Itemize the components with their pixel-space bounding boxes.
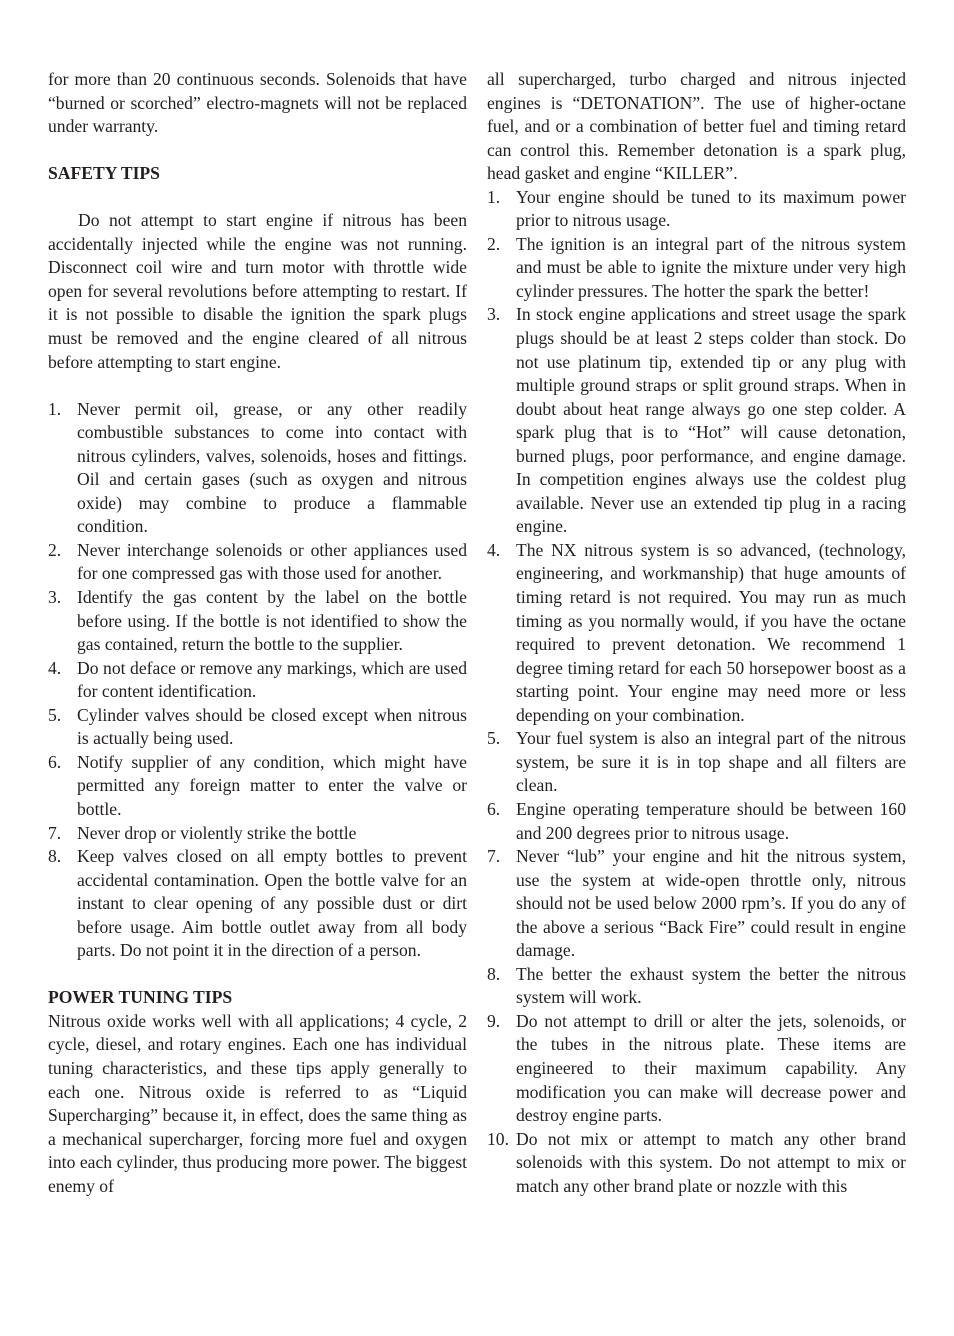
item-number: 4. <box>487 539 501 560</box>
item-number: 8. <box>487 963 501 984</box>
list-item <box>48 539 467 586</box>
list-item <box>487 1010 906 1128</box>
spacer <box>48 186 467 210</box>
power-tuning-heading: POWER TUNING TIPS <box>48 987 233 1008</box>
list-item <box>487 186 906 233</box>
list-item <box>48 822 467 846</box>
item-text: In stock engine applications and street usage the spark plugs should be at least 2 steps colder than stock. Do not use platinum tip, extended tip or any plug with multiple ground straps or split ground straps. When in doubt about heat range always go one step colder. A spark plug that is to “Hot” will cause detonation, burned plugs, poor performance, and engine damage. In competition engines always use the coldest plug available. Never use an extended tip plug in a racing engine. <box>516 304 906 537</box>
item-text: Notify supplier of any condition, which might have permitted any foreign matter to enter the valve or bottle. <box>77 751 467 819</box>
item-text: Never “lub” your engine and hit the nitrous system, use the system at wide-open throttle only, nitrous should not be used below 2000 rpm’s. If you do any of the above a serious “Back Fire” could result in engine damage. <box>516 846 906 961</box>
intro-paragraph: for more than 20 continuous seconds. Solenoids that have “burned or scorched” electro-magnets will not be replaced under warranty. <box>48 69 467 137</box>
list-item <box>48 586 467 657</box>
item-number: 5. <box>48 704 62 725</box>
list-item <box>487 539 906 727</box>
power-paragraph: Nitrous oxide works well with all applications; 4 cycle, 2 cycle, diesel, and rotary engines. Each one has individual tuning characteristics, and these tips apply generally to each one. Nitrous oxide is referred to as “Liquid Supercharging” because it, in effect, does the same thing as a mechanical supercharger, forcing more fuel and oxygen into each cylinder, thus producing more power. The biggest enemy of <box>48 1010 467 1196</box>
item-text: Never interchange solenoids or other appliances used for one compressed gas with those used for another. <box>77 539 467 584</box>
item-text: Your fuel system is also an integral part of the nitrous system, be sure it is in top shape and all filters are clean. <box>516 728 906 796</box>
item-text: Your engine should be tuned to its maximum power prior to nitrous usage. <box>516 186 906 231</box>
list-item <box>48 704 467 751</box>
item-number: 9. <box>487 1010 501 1031</box>
list-item <box>48 657 467 704</box>
item-text: Do not deface or remove any markings, which are used for content identification. <box>77 657 467 702</box>
safety-tips-list <box>48 398 467 963</box>
item-number: 5. <box>487 728 501 749</box>
spacer <box>48 374 467 398</box>
item-text: Never permit oil, grease, or any other readily combustible substances to come into contact with nitrous cylinders, valves, solenoids, hoses and fittings. Oil and certain gases (such as oxygen and nitrous oxide) may combine to produce a flammable condition. <box>77 398 467 537</box>
item-text: Do not attempt to drill or alter the jets, solenoids, or the tubes in the nitrous plate. These items are engineered to their maximum capability. Any modification you can make will decrease power and destroy engine parts. <box>516 1010 906 1126</box>
item-text: Never drop or violently strike the bottle <box>77 822 357 843</box>
list-item <box>48 751 467 822</box>
item-number: 8. <box>48 846 62 867</box>
item-text: Cylinder valves should be closed except when nitrous is actually being used. <box>77 704 467 749</box>
item-text: Engine operating temperature should be between 160 and 200 degrees prior to nitrous usage. <box>516 798 906 843</box>
power-tuning-list <box>487 186 906 1199</box>
item-number: 2. <box>48 539 62 560</box>
item-text: Identify the gas content by the label on the bottle before using. If the bottle is not identified to show the gas contained, return the bottle to the supplier. <box>77 587 467 655</box>
list-item <box>487 845 906 963</box>
spacer <box>48 963 467 987</box>
item-text: The NX nitrous system is so advanced, (technology, engineering, and workmanship) that huge amounts of timing retard is not required. You may run as much timing as you normally would, if you have the octane required to prevent detonation. We recommend 1 degree timing retard for each 50 horsepower boost as a starting point. Your engine may need more or less depending on your combination. <box>516 539 906 725</box>
spacer <box>48 139 467 163</box>
item-number: 1. <box>487 186 501 207</box>
left-column <box>48 68 467 1198</box>
list-item <box>487 233 906 304</box>
list-item <box>48 845 467 963</box>
item-number: 1. <box>48 398 62 419</box>
safety-paragraph: Do not attempt to start engine if nitrous has been accidentally injected while the engine was not running. Disconnect coil wire and turn motor with throttle wide open for several revolutions before attempting to restart. If it is not possible to disable the ignition the spark plugs must be removed and the engine cleared of all nitrous before attempting to start engine. <box>48 210 467 372</box>
list-item <box>48 398 467 539</box>
item-number: 7. <box>48 822 62 843</box>
item-number: 7. <box>487 846 501 867</box>
list-item <box>487 727 906 798</box>
item-text: The ignition is an integral part of the nitrous system and must be able to ignite the mixture under very high cylinder pressures. The hotter the spark the better! <box>516 233 906 301</box>
list-item <box>487 1128 906 1199</box>
list-item <box>487 303 906 538</box>
item-number: 3. <box>487 304 501 325</box>
item-number: 10. <box>487 1128 509 1149</box>
item-number: 4. <box>48 657 62 678</box>
list-item <box>487 963 906 1010</box>
safety-tips-heading: SAFETY TIPS <box>48 163 160 184</box>
right-column <box>487 68 906 1198</box>
item-text: Do not mix or attempt to match any other brand solenoids with this system. Do not attempt to mix or match any other brand plate or nozzle with this <box>516 1128 906 1196</box>
item-number: 6. <box>48 751 62 772</box>
right-intro-paragraph: all supercharged, turbo charged and nitrous injected engines is “DETONATION”. The use of higher-octane fuel, and or a combination of better fuel and timing retard can control this. Remember detonation is a spark plug, head gasket and engine “KILLER”. <box>487 69 906 184</box>
item-text: Keep valves closed on all empty bottles to prevent accidental contamination. Open the bottle valve for an instant to clear opening of any possible dust or dirt before usage. Aim bottle outlet away from all body parts. Do not point it in the direction of a person. <box>77 846 467 961</box>
item-number: 2. <box>487 233 501 254</box>
list-item <box>487 798 906 845</box>
item-number: 6. <box>487 798 501 819</box>
item-text: The better the exhaust system the better the nitrous system will work. <box>516 963 906 1008</box>
item-number: 3. <box>48 587 62 608</box>
